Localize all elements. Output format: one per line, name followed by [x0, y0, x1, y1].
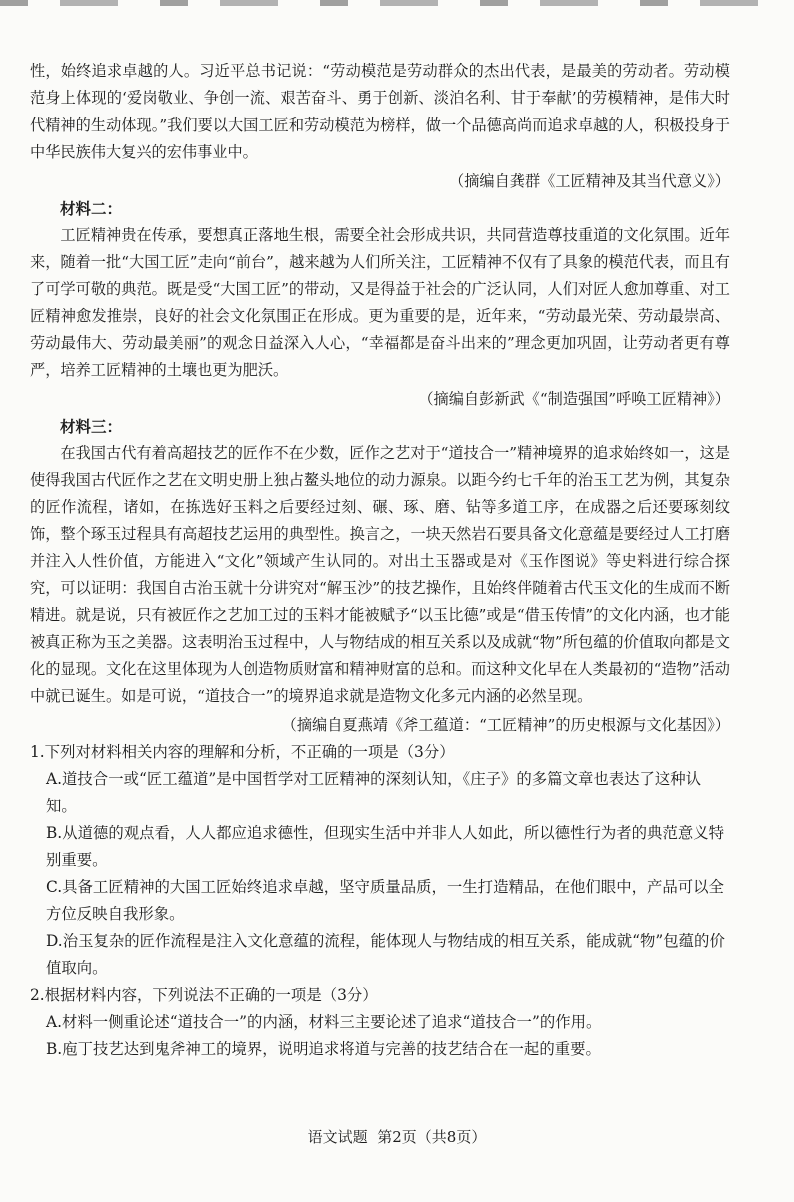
- question-two-stem: 2.根据材料内容，下列说法不正确的一项是（3分）: [30, 986, 378, 1004]
- option-letter: A.: [46, 770, 63, 788]
- option-letter: B.: [46, 1040, 63, 1058]
- scan-top-edge: [0, 0, 794, 6]
- option-text: 道技合一或“匠工蕴道”是中国哲学对工匠精神的深刻认知，《庄子》的多篇文章也表达了这种认知。: [46, 770, 702, 815]
- footer-page-number: 第2页（共8页）: [377, 1128, 487, 1146]
- question-one-option-a: [46, 766, 730, 820]
- question-one-option-b: [46, 820, 730, 874]
- question-one-option-c: [46, 874, 730, 928]
- material-one-paragraph: 性，始终追求卓越的人。习近平总书记说：“劳动模范是劳动群众的杰出代表，是最美的劳动者。劳动模范身上体现的‘爱岗敬业、争创一流、艰苦奋斗、勇于创新、淡泊名利、甘于奉献’的劳模精神，是伟大时代精神的生动体现。”我们要以大国工匠和劳动模范为榜样，做一个品德高尚而追求卓越的人，积极投身于中华民族伟大复兴的宏伟事业中。: [30, 62, 730, 161]
- footer-subject: 语文试题: [307, 1128, 368, 1146]
- question-one-option-d: [46, 928, 730, 982]
- question-two-option-a: [46, 1009, 730, 1036]
- option-text: 从道德的观点看，人人都应追求德性，但现实生活中并非人人如此，所以德性行为者的典范意义特别重要。: [46, 824, 725, 869]
- material-two-source: （摘编自彭新武《“制造强国”呼唤工匠精神》）: [418, 390, 730, 408]
- material-three: [30, 413, 730, 739]
- page-content: [30, 58, 730, 1063]
- question-one: [30, 739, 730, 982]
- option-letter: C.: [46, 878, 63, 896]
- material-two-paragraph: 工匠精神贵在传承，要想真正落地生根，需要全社会形成共识，共同营造尊技重道的文化氛围。近年来，随着一批“大国工匠”走向“前台”，越来越为人们所关注，工匠精神不仅有了具象的模范代表，而且有了可学可敬的典范。既是受“大国工匠”的带动，又是得益于社会的广泛认同，人们对匠人愈加尊重、对工匠精神愈发推崇，良好的社会文化氛围正在形成。更为重要的是，近年来，“劳动最光荣、劳动最崇高、劳动最伟大、劳动最美丽”的观念日益深入人心，“幸福都是奋斗出来的”理念更加巩固，让劳动者更有尊严，培养工匠精神的土壤也更为肥沃。: [30, 226, 730, 379]
- material-one-source: （摘编自龚群《工匠精神及其当代意义》）: [449, 172, 730, 190]
- page-footer: [0, 1126, 794, 1147]
- option-letter: A.: [46, 1013, 63, 1031]
- material-two-heading: 材料二：: [60, 199, 123, 218]
- question-one-stem: 1.下列对材料相关内容的理解和分析，不正确的一项是（3分）: [30, 743, 455, 761]
- option-text: 庖丁技艺达到鬼斧神工的境界，说明追求将道与完善的技艺结合在一起的重要。: [62, 1040, 601, 1058]
- question-two-option-b: [46, 1036, 730, 1063]
- material-one-tail: [30, 58, 730, 195]
- option-letter: B.: [46, 824, 63, 842]
- option-text: 材料一侧重论述“道技合一”的内涵，材料三主要论述了追求“道技合一”的作用。: [62, 1013, 602, 1031]
- question-two: [30, 982, 730, 1063]
- option-text: 具备工匠精神的大国工匠始终追求卓越，坚守质量品质，一生打造精品，在他们眼中，产品可以全方位反映自我形象。: [46, 878, 724, 923]
- material-three-source: （摘编自夏燕靖《斧工蕴道：“工匠精神”的历史根源与文化基因》）: [281, 716, 730, 734]
- option-letter: D.: [46, 932, 63, 950]
- material-three-paragraph: 在我国古代有着高超技艺的匠作不在少数，匠作之艺对于“道技合一”精神境界的追求始终如一，这是使得我国古代匠作之艺在文明史册上独占鳌头地位的动力源泉。以距今约七千年的治玉工艺为例，其复杂的匠作流程，诸如，在拣选好玉料之后要经过刻、碾、琢、磨、钻等多道工序，在成器之后还要琢刻纹饰，整个琢玉过程具有高超技艺运用的典型性。换言之，一块天然岩石要具备文化意蕴是要经过人工打磨并注入人性价值，方能进入“文化”领域产生认同的。对出土玉器或是对《玉作图说》等史料进行综合探究，可以证明：我国自古治玉就十分讲究对“解玉沙”的技艺操作，且始终伴随着古代玉文化的生成而不断精进。就是说，只有被匠作之艺加工过的玉料才能被赋予“以玉比德”或是“借玉传情”的文化内涵，也才能被真正称为玉之美器。这表明治玉过程中，人与物结成的相互关系以及成就“物”所包蕴的价值取向都是文化的显现。文化在这里体现为人创造物质财富和精神财富的总和。而这种文化早在人类最初的“造物”活动中就已诞生。如是可说，“道技合一”的境界追求就是造物文化多元内涵的必然呈现。: [30, 444, 730, 705]
- option-text: 治玉复杂的匠作流程是注入文化意蕴的流程，能体现人与物结成的相互关系，能成就“物”包蕴的价值取向。: [46, 932, 725, 977]
- material-three-heading: 材料三：: [60, 417, 123, 436]
- material-two: [30, 195, 730, 413]
